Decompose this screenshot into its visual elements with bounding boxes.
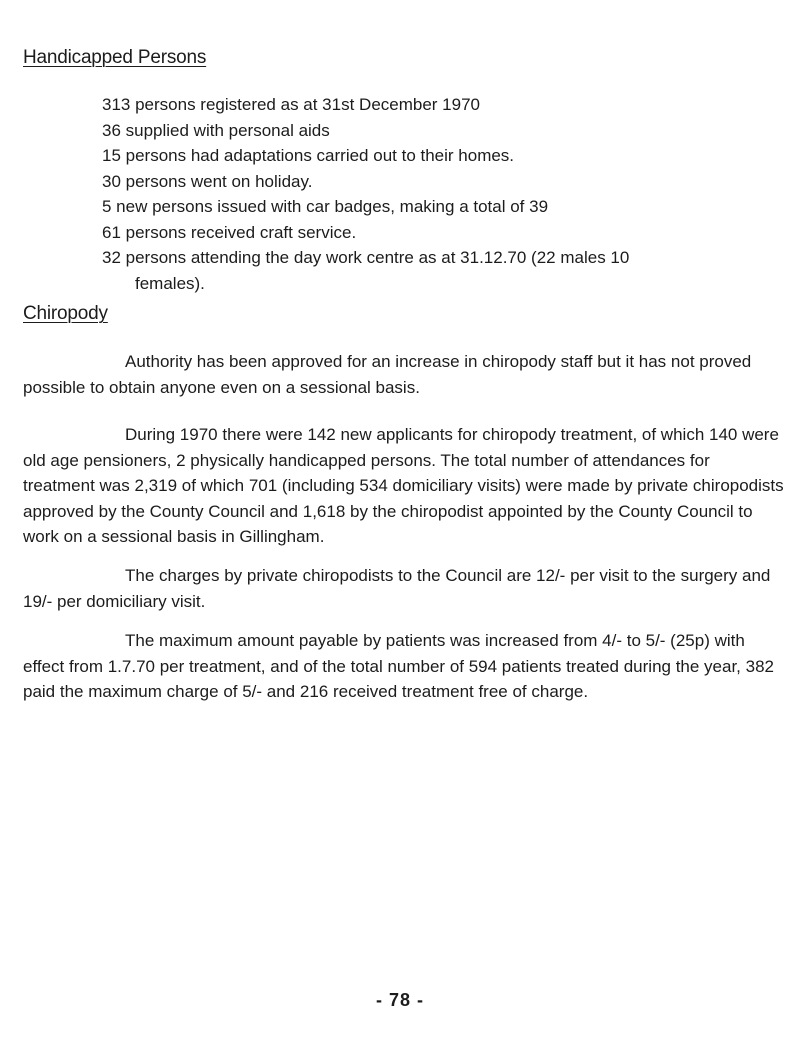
list-item: 61 persons received craft service. — [102, 222, 357, 242]
section-heading-chiropody: Chiropody — [23, 303, 108, 324]
paragraph-treatment-statistics: During 1970 there were 142 new applicants for chiropody treatment, of which 140 were old age pensioners, 2 physically handicapped persons. The total number of attendances for treatment was 2,319 of which 701 (including 534 domiciliary visits) were made by private chiropodists approved by the County Council and 1,618 by the chiropodist appointed by the County Council to work on a sessional basis in Gillingham. — [23, 425, 784, 547]
list-item: 30 persons went on holiday. — [102, 171, 313, 191]
paragraph-maximum-payment: The maximum amount payable by patients was increased from 4/- to 5/- (25p) with effect from 1.7.70 per treatment, and of the total number of 594 patients treated during the year, 382 paid the maximum charge of 5/- and 216 received treatment free of charge. — [23, 631, 774, 702]
paragraph-charges: The charges by private chiropodists to the Council are 12/- per visit to the surgery and 19/- per domiciliary visit. — [23, 566, 771, 611]
list-item: 36 supplied with personal aids — [102, 120, 330, 140]
page-number: - 78 - — [375, 990, 424, 1010]
section-heading-handicapped-persons: Handicapped Persons — [23, 47, 207, 68]
list-item: 313 persons registered as at 31st December 1970 — [102, 95, 481, 114]
list-item: 32 persons attending the day work centre as at 31.12.70 (22 males 10 females). — [102, 248, 630, 293]
paragraph-staffing: Authority has been approved for an increase in chiropody staff but it has not proved possible to obtain anyone even on a sessional basis. — [23, 352, 752, 397]
list-item: 5 new persons issued with car badges, making a total of 39 — [102, 197, 549, 216]
handicapped-persons-list — [102, 92, 655, 296]
list-item: 15 persons had adaptations carried out to their homes. — [102, 146, 515, 165]
